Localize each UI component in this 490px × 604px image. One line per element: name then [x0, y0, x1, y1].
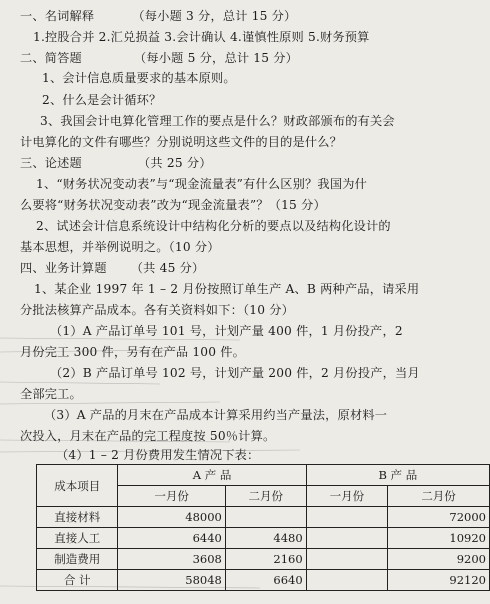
product-b-month-1: 一月份: [306, 486, 387, 507]
cell-b-month-2: 72000: [388, 507, 490, 528]
cell-a-month-1: 58048: [118, 570, 225, 591]
product-a-month-1: 一月份: [118, 486, 225, 507]
row-label: 制造费用: [37, 549, 118, 570]
section-4-score: （共 45 分）: [130, 261, 205, 275]
section-4-heading: [20, 260, 210, 276]
product-b-month-2: 二月份: [388, 486, 490, 507]
section-4-item-1-line-2: 月份完工 300 件，另有在产品 100 件。: [20, 345, 246, 359]
section-2-question-3-line-1: 3、我国会计电算化管理工作的要点是什么？财政部颁布的有关会: [40, 114, 395, 128]
table-row: [37, 507, 490, 528]
product-a-header: A 产 品: [118, 465, 306, 486]
section-1-title: 一、名词解释: [20, 9, 95, 23]
section-3-question-1-line-2: 么要将“财务状况变动表”改为“现金流量表”？（15 分）: [20, 198, 326, 212]
section-4-item-2-line-1: （2）B 产品订单号 102 号，计划产量 200 件，2 月份投产，当月: [50, 366, 420, 380]
cell-a-month-2: 6640: [225, 570, 306, 591]
cell-a-month-2: [225, 507, 306, 528]
section-4-item-2-line-2: 全部完工。: [20, 387, 82, 401]
section-3-question-2-line-1: 2、试述会计信息系统设计中结构化分析的要点以及结构化设计的: [36, 219, 391, 233]
section-3-title: 三、论述题: [20, 156, 82, 170]
section-1-score: （每小题 3 分，总计 15 分）: [132, 9, 297, 23]
section-4-item-3-line-2: 次投入，月末在产品的完工程度按 50％计算。: [20, 429, 276, 443]
product-b-header: B 产 品: [306, 465, 489, 486]
section-2-title: 二、简答题: [20, 51, 82, 65]
cell-a-month-1: 48000: [118, 507, 225, 528]
cell-b-month-1: [306, 549, 387, 570]
section-3-question-2-line-2: 基本思想，并举例说明之。（10 分）: [20, 240, 220, 254]
section-2-question-2: 2、什么是会计循环？: [42, 93, 162, 107]
cell-b-month-2: 92120: [388, 570, 490, 591]
cost-table: [36, 464, 490, 591]
product-a-month-2: 二月份: [225, 486, 306, 507]
section-2-question-1: 1、会计信息质量要求的基本原则。: [42, 71, 236, 85]
section-4-item-3-line-1: （3）A 产品的月末在产品成本计算采用约当产量法，原材料一: [44, 408, 388, 422]
table-total-row: [37, 570, 490, 591]
section-3-heading: [20, 155, 218, 171]
cell-a-month-1: 3608: [118, 549, 225, 570]
section-4-intro-line-1: 1、某企业 1997 年 1 – 2 月份按照订单生产 A、B 两种产品，请采用: [34, 282, 420, 296]
section-1-terms: 1.控股合并 2.汇兑损益 3.会计确认 4.谨慎性原则 5.财务预算: [33, 30, 370, 44]
cell-a-month-2: 2160: [225, 549, 306, 570]
cell-b-month-2: 10920: [388, 528, 490, 549]
section-3-question-1-line-1: 1、“财务状况变动表”与“现金流量表”有什么区别？我国为什: [36, 177, 367, 191]
cell-b-month-1: [306, 528, 387, 549]
cell-b-month-1: [306, 507, 387, 528]
cell-a-month-1: 6440: [118, 528, 225, 549]
table-header-row: [37, 465, 490, 486]
section-3-score: （共 25 分）: [138, 156, 212, 170]
section-1-heading: [20, 8, 302, 24]
section-4-intro-line-2: 分批法核算产品成本。各有关资料如下：（10 分）: [20, 303, 295, 317]
table-row: [37, 528, 490, 549]
section-4-item-1-line-1: （1）A 产品订单号 101 号，计划产量 400 件，1 月份投产，2: [50, 324, 403, 338]
row-label: 直接材料: [37, 507, 118, 528]
section-4-title: 四、业务计算题: [20, 261, 107, 275]
cost-item-header: 成本项目: [37, 465, 118, 507]
row-label: 合 计: [37, 570, 118, 591]
row-label: 直接人工: [37, 528, 118, 549]
section-4-item-4: （4）1 – 2 月份费用发生情况下表：: [56, 448, 260, 462]
section-2-heading: [20, 50, 304, 66]
table-row: [37, 549, 490, 570]
cell-a-month-2: 4480: [225, 528, 306, 549]
cell-b-month-2: 9200: [388, 549, 490, 570]
section-2-score: （每小题 5 分，总计 15 分）: [134, 51, 299, 65]
cell-b-month-1: [306, 570, 387, 591]
section-2-question-3-line-2: 计电算化的文件有哪些？分别说明这些文件的目的是什么？: [20, 135, 343, 149]
